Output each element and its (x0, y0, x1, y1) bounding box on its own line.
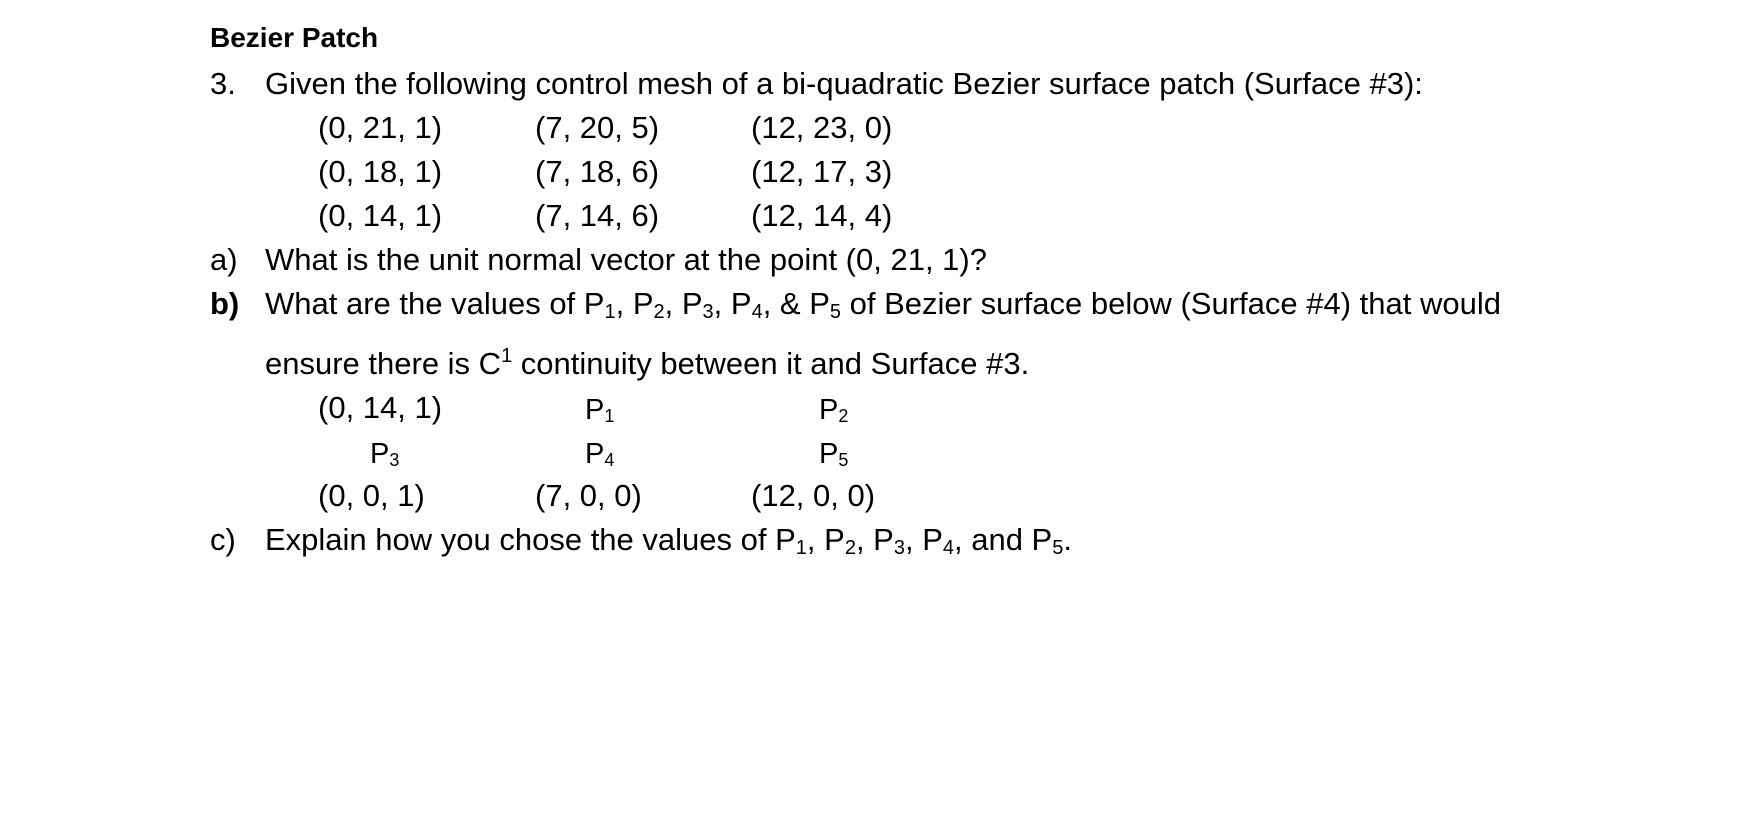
text-run: , P (713, 286, 752, 321)
mesh4-cell: (7, 0, 0) (535, 478, 642, 513)
text-run: , P (855, 522, 894, 557)
subscript: 1 (604, 301, 616, 323)
mesh3-row (210, 150, 1710, 194)
text-run: , P (615, 286, 654, 321)
text-run: P (585, 438, 605, 470)
text-run: . (1063, 522, 1072, 557)
mesh4-row (210, 430, 1710, 474)
text-run: , P (664, 286, 703, 321)
mesh3-cell: (12, 14, 4) (751, 198, 893, 233)
subscript: 1 (795, 537, 807, 559)
mesh3-cell: (7, 18, 6) (535, 154, 660, 189)
subscript: 4 (942, 537, 954, 559)
text-run: , P (904, 522, 943, 557)
mesh3-cell: (12, 23, 0) (751, 110, 893, 145)
subscript: 3 (702, 301, 714, 323)
text-run: P (819, 394, 839, 426)
subscript: 1 (604, 406, 615, 426)
part-b-line1 (210, 282, 1710, 334)
mesh3-cell: (12, 17, 3) (751, 154, 893, 189)
question-text: Given the following control mesh of a bi-quadratic Bezier surface patch (Surface #3): (265, 66, 1423, 101)
subscript: 2 (653, 301, 665, 323)
subscript: 3 (893, 537, 905, 559)
text-run: Explain how you chose the values of P (265, 522, 796, 557)
subscript: 4 (751, 301, 763, 323)
subscript: 2 (844, 537, 856, 559)
part-c-text (265, 522, 1072, 557)
surface3-control-mesh (210, 106, 1710, 238)
mesh3-cell: (7, 20, 5) (535, 110, 660, 145)
mesh4-cell: (0, 0, 1) (318, 478, 425, 513)
mesh3-cell: (7, 14, 6) (535, 198, 660, 233)
mesh4-cell: (12, 0, 0) (751, 478, 876, 513)
part-b-label: b) (210, 286, 240, 321)
text-run: of Bezier surface below (Surface #4) that would (841, 286, 1501, 321)
part-c (210, 518, 1710, 570)
document-page (210, 18, 1710, 570)
text-run: P (585, 394, 605, 426)
question-number: 3. (210, 66, 236, 101)
surface4-control-mesh (210, 386, 1710, 518)
part-a (210, 238, 1710, 282)
part-b-text (265, 286, 1501, 321)
text-run: P (370, 438, 390, 470)
text-run: continuity between it and Surface #3. (512, 346, 1030, 381)
mesh4-row (210, 386, 1710, 430)
subscript: 5 (1052, 537, 1064, 559)
mesh3-cell: (0, 21, 1) (318, 110, 443, 145)
text-run: , and P (954, 522, 1053, 557)
part-a-label: a) (210, 242, 238, 277)
text-run: P (819, 438, 839, 470)
part-c-label: c) (210, 522, 236, 557)
subscript: 5 (829, 301, 842, 323)
text-run: ensure there is C (265, 346, 502, 381)
mesh3-cell: (0, 14, 1) (318, 198, 443, 233)
superscript: 1 (501, 345, 513, 367)
text-run: , P (806, 522, 845, 557)
part-b-line2 (210, 334, 1710, 386)
mesh3-row (210, 194, 1710, 238)
text-run: What are the values of P (265, 286, 605, 321)
subscript: 4 (604, 450, 615, 470)
mesh3-cell: (0, 18, 1) (318, 154, 443, 189)
question-line (210, 62, 1710, 106)
part-a-text: What is the unit normal vector at the point (0, 21, 1)? (265, 242, 987, 277)
mesh3-row (210, 106, 1710, 150)
mesh4-row (210, 474, 1710, 518)
mesh4-cell: (0, 14, 1) (318, 390, 443, 425)
text-run: , & P (762, 286, 830, 321)
page-title: Bezier Patch (210, 22, 379, 53)
subscript: 2 (838, 406, 849, 426)
subscript: 3 (389, 450, 400, 470)
subscript: 5 (838, 450, 849, 470)
